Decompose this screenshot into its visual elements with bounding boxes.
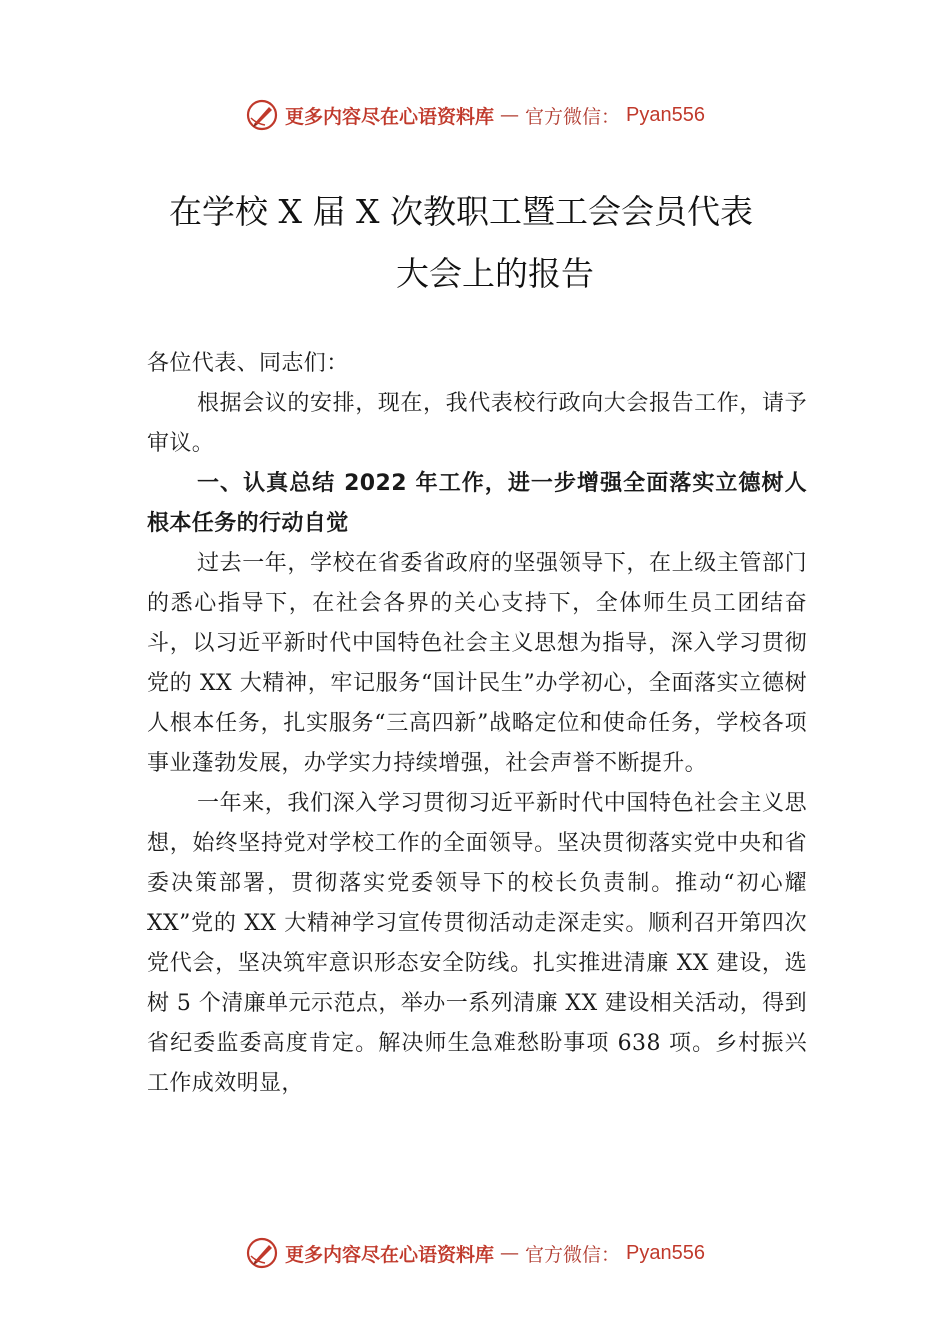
watermark-banner-bottom: [0, 1233, 950, 1273]
watermark-wechat-id: Pyan556: [626, 1241, 705, 1264]
watermark-slogan: 更多内容尽在心语资料库: [285, 105, 495, 128]
watermark-wechat-label: 官方微信：: [525, 1243, 621, 1266]
document-title-line2: 大会上的报告: [396, 254, 594, 293]
body-paragraph-2: 一年来，我们深入学习贯彻习近平新时代中国特色社会主义思想，始终坚持党对学校工作的全面领导。坚决贯彻落实党中央和省委决策部署，贯彻落实党委领导下的校长负责制。推动“初心耀 XX”党的 XX 大精神学习宣传贯彻活动走深走实。顺利召开第四次党代会，坚决筑牢意识形态安全防线。扎实推进清廉 XX 建设，选树 5 个清廉单元示范点，举办一系列清廉 XX 建设相关活动，得到省纪委监委高度肯定。解决师生急难愁盼事项 638 项。乡村振兴工作成效明显，: [147, 791, 807, 1096]
watermark-banner-top: [0, 95, 950, 135]
watermark-wechat-id: Pyan556: [626, 103, 705, 126]
watermark-dash: —: [500, 1242, 520, 1264]
intro-paragraph: 根据会议的安排，现在，我代表校行政向大会报告工作，请予审议。: [147, 391, 807, 456]
quill-pen-icon: [245, 98, 279, 132]
salutation: 各位代表、同志们：: [147, 351, 349, 376]
section1-heading: 一、认真总结 2022 年工作，进一步增强全面落实立德树人根本任务的行动自觉: [147, 471, 807, 536]
watermark-dash: —: [500, 104, 520, 126]
document-title-line1: 在学校 X 届 X 次教职工暨工会会员代表: [169, 192, 753, 231]
watermark-wechat-label: 官方微信：: [525, 105, 621, 128]
watermark-slogan: 更多内容尽在心语资料库: [285, 1243, 495, 1266]
body-paragraph-1: 过去一年，学校在省委省政府的坚强领导下，在上级主管部门的悉心指导下，在社会各界的关心支持下，全体师生员工团结奋斗，以习近平新时代中国特色社会主义思想为指导，深入学习贯彻党的 XX 大精神，牢记服务“国计民生”办学初心，全面落实立德树人根本任务，扎实服务“三高四新”战略定位和使命任务，学校各项事业蓬勃发展，办学实力持续增强，社会声誉不断提升。: [147, 551, 807, 776]
document-body: [147, 344, 807, 1104]
quill-pen-icon: [245, 1236, 279, 1270]
